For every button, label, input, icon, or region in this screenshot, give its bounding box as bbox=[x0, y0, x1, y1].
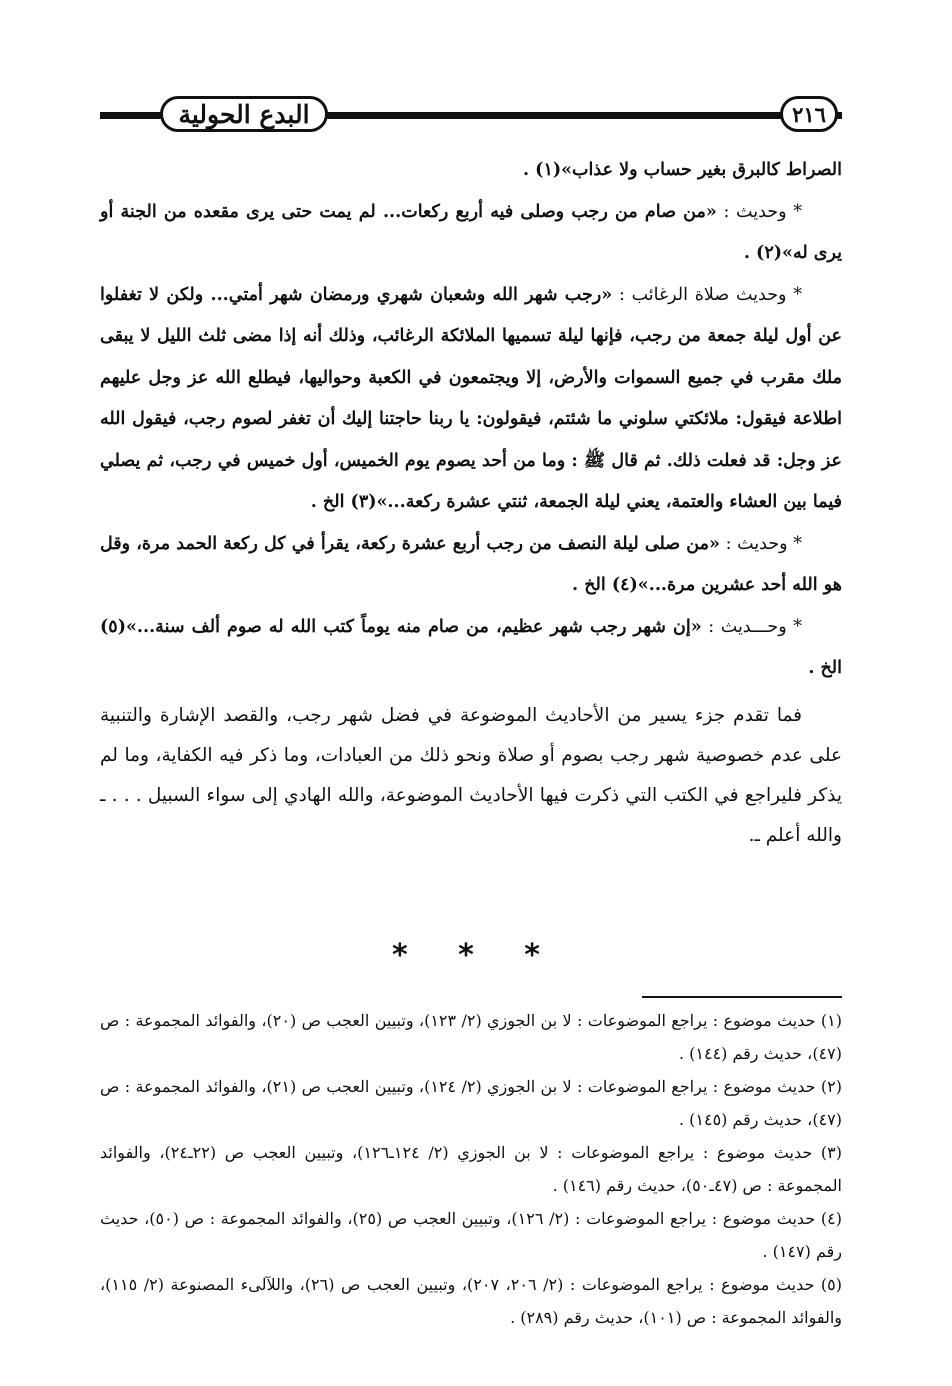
footnote-rule bbox=[642, 996, 842, 998]
hadith-paragraph-1 bbox=[100, 192, 842, 275]
footnote-2: (٢) حديث موضوع : يراجع الموضوعات : لا بن الجوزي (٢/ ١٢٤)، وتبيين العجب ص (٢١)، والفوائد المجموعة : ص (٤٧)، حديث رقم (١٤٥) . bbox=[100, 1077, 842, 1129]
header-rule-left bbox=[100, 112, 166, 119]
header-rule-middle bbox=[322, 112, 790, 119]
hadith-paragraph-3 bbox=[100, 524, 842, 607]
hadith-lead: * وحديث : bbox=[719, 533, 803, 554]
footnote-5: (٥) حديث موضوع : يراجع الموضوعات : (٢/ ٢٠٦، ٢٠٧)، وتبيين العجب ص (٢٦)، واللآلىء المصنوعة (٢/ ١١٥)، والفوائد المجموعة : ص (١٠١)، حديث رقم (٢٨٩) . bbox=[100, 1275, 843, 1327]
hadith-paragraph-2 bbox=[100, 275, 842, 524]
concluding-paragraph: فما تقدم جزء يسير من الأحاديث الموضوعة في فضل شهر رجب، والقصد الإشارة والتنبية على عدم خصوصية شهر رجب بصوم أو صلاة ونحو ذلك من العبادات، وما ذكر فيه الكفاية، وما لم يذكر فليراجع في الكتب التي ذكرت فيها الأحاديث الموضوعة، والله الهادي إلى سواء السبيل . . . ـ والله أعلم ـ. bbox=[100, 704, 842, 846]
footnote-4: (٤) حديث موضوع : يراجع الموضوعات : (٢/ ١٢٦)، وتبيين العجب ص (٢٥)، والفوائد المجموعة : ص (٥٠)، حديث رقم (١٤٧) . bbox=[100, 1209, 842, 1261]
footnote-3: (٣) حديث موضوع : يراجع الموضوعات : لا بن الجوزي (٢/ ١٢٤ـ١٢٦)، وتبيين العجب ص (٢٢ـ٢٤)، والفوائد المجموعة : ص (٤٧ـ٥٠)، حديث رقم (١٤٦) . bbox=[100, 1143, 842, 1195]
hadith-lead: * وحـــديث : bbox=[701, 616, 802, 637]
page-header bbox=[100, 92, 842, 140]
hadith-lead: * وحديث : bbox=[716, 201, 803, 222]
hadith-quote: «من صام من رجب وصلى فيه أربع ركعات... لم يمت حتى يرى مقعده من الجنة أو يرى له»(٢) . bbox=[100, 201, 842, 263]
hadith-paragraph-4 bbox=[100, 607, 842, 690]
hadith-lead: * وحديث صلاة الرغائب : bbox=[612, 284, 803, 305]
footnotes bbox=[100, 1004, 842, 1334]
hadith-quote: «رجب شهر الله وشعبان شهري ورمضان شهر أمتي... ولكن لا تغفلوا عن أول ليلة جمعة من رجب، فإنها ليلة تسميها الملائكة الرغائب، وذلك أنه إذا مضى ثلث الليل لا يبقى ملك مقرب في جميع السموات والأرض، إلا ويجتمعون في الكعبة وحواليها، فيطلع الله عز وجل عليهم اطلاعة فيقول: ملائكتي سلوني ما شئتم، فيقولون: يا ربنا حاجتنا إليك أن تغفر لصوم رجب، فيقول الله عز وجل: قد فعلت ذلك. ثم قال ﷺ : وما من أحد يصوم يوم الخميس، أول خميس في رجب، ثم يصلي فيما بين العشاء والعتمة، يعني ليلة الجمعة، ثنتي عشرة ركعة...»(٣) الخ . bbox=[100, 284, 842, 512]
paragraph-continuation: الصراط كالبرق بغير حساب ولا عذاب»(١) . bbox=[522, 160, 842, 180]
main-text bbox=[100, 150, 842, 856]
hadith-quote: «من صلى ليلة النصف من رجب أربع عشرة ركعة، يقرأ في كل ركعة الحمد مرة، وقل هو الله أحد عشرين مرة...»(٤) الخ . bbox=[100, 533, 842, 595]
page-number: ٢١٦ bbox=[780, 96, 838, 132]
hadith-quote: «إن شهر رجب شهر عظيم، من صام منه يوماً كتب الله له صوم ألف سنة...»(٥) الخ . bbox=[100, 616, 842, 678]
book-title: البدع الحولية bbox=[160, 96, 328, 132]
section-separator-stars: * * * bbox=[392, 938, 560, 973]
footnote-1: (١) حديث موضوع : يراجع الموضوعات : لا بن الجوزي (٢/ ١٢٣)، وتبيين العجب ص (٢٠)، والفوائد المجموعة : ص (٤٧)، حديث رقم (١٤٤) . bbox=[100, 1011, 842, 1063]
